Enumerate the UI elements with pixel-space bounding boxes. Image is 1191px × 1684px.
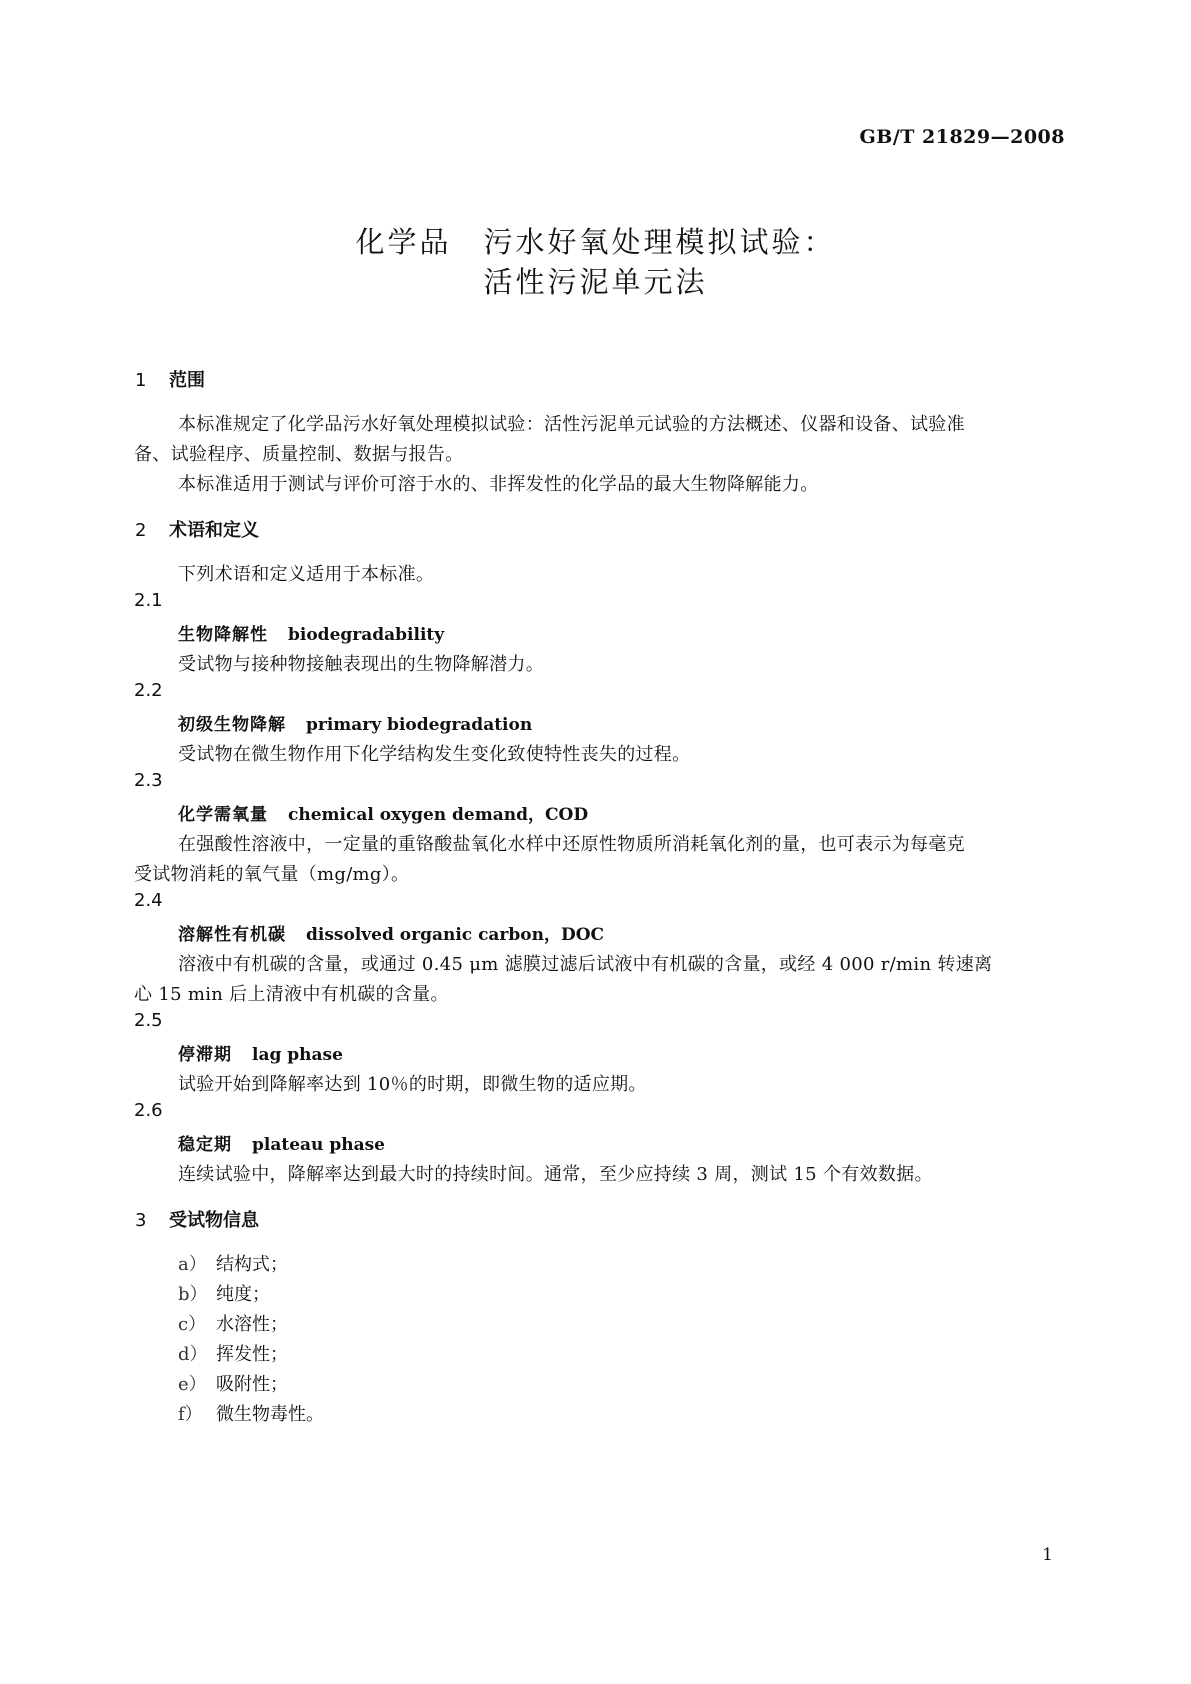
section-title: 范围	[169, 370, 205, 391]
term-en: dissolved organic carbon，DOC	[306, 925, 605, 945]
term-definition: 受试物与接种物接触表现出的生物降解潜力。	[178, 654, 544, 675]
list-marker: b）	[178, 1284, 208, 1305]
section-title: 受试物信息	[169, 1210, 259, 1231]
list-item	[178, 1250, 288, 1276]
list-text: 微生物毒性。	[216, 1404, 324, 1425]
section-number: 2	[135, 520, 147, 541]
term-heading	[178, 800, 588, 825]
section-1-heading	[135, 366, 205, 392]
term-zh: 溶解性有机碳	[178, 925, 286, 945]
term-en: primary biodegradation	[306, 715, 533, 735]
list-marker: d）	[178, 1344, 208, 1365]
list-item	[178, 1370, 288, 1396]
term-heading	[178, 710, 532, 735]
list-item	[178, 1400, 324, 1426]
term-en: biodegradability	[288, 625, 445, 645]
list-text: 结构式；	[216, 1254, 288, 1275]
term-zh: 化学需氧量	[178, 805, 268, 825]
term-definition: 受试物在微生物作用下化学结构发生变化致使特性丧失的过程。	[178, 744, 691, 765]
section-3-heading	[135, 1206, 259, 1232]
section-title: 术语和定义	[169, 520, 259, 541]
subsection-number: 2.5	[134, 1010, 163, 1031]
list-text: 纯度；	[216, 1284, 270, 1305]
subsection-number: 2.2	[134, 680, 163, 701]
list-text: 吸附性；	[216, 1374, 288, 1395]
term-definition-cont: 受试物消耗的氧气量（mg/mg）。	[134, 864, 410, 885]
list-item	[178, 1280, 270, 1306]
document-title-line2: 活性污泥单元法	[483, 265, 708, 299]
section-number: 3	[135, 1210, 147, 1231]
term-en: lag phase	[252, 1045, 343, 1065]
subsection-number: 2.3	[134, 770, 163, 791]
term-heading	[178, 1040, 343, 1065]
term-heading	[178, 920, 604, 945]
term-en: chemical oxygen demand，COD	[288, 805, 589, 825]
list-marker: e）	[178, 1374, 207, 1395]
list-text: 水溶性；	[216, 1314, 288, 1335]
subsection-number: 2.6	[134, 1100, 163, 1121]
paragraph: 本标准适用于测试与评价可溶于水的、非挥发性的化学品的最大生物降解能力。	[178, 474, 819, 495]
list-text: 挥发性；	[216, 1344, 288, 1365]
term-definition: 连续试验中，降解率达到最大时的持续时间。通常，至少应持续 3 周，测试 15 个有效数据。	[178, 1164, 933, 1185]
subsection-number: 2.4	[134, 890, 163, 911]
term-zh: 稳定期	[178, 1135, 232, 1155]
page-number: 1	[1042, 1545, 1053, 1565]
list-marker: a）	[178, 1254, 207, 1275]
term-heading	[178, 620, 444, 645]
standard-code: GB/T 21829—2008	[859, 126, 1065, 148]
term-definition: 在强酸性溶液中，一定量的重铬酸盐氧化水样中还原性物质所消耗氧化剂的量，也可表示为每毫克	[178, 834, 965, 855]
paragraph: 本标准规定了化学品污水好氧处理模拟试验：活性污泥单元试验的方法概述、仪器和设备、试验准	[178, 414, 965, 435]
term-zh: 停滞期	[178, 1045, 232, 1065]
term-definition-cont: 心 15 min 后上清液中有机碳的含量。	[134, 984, 449, 1005]
term-heading	[178, 1130, 385, 1155]
section-2-heading	[135, 516, 259, 542]
list-marker: f）	[178, 1404, 203, 1425]
term-zh: 初级生物降解	[178, 715, 286, 735]
list-marker: c）	[178, 1314, 207, 1335]
term-en: plateau phase	[252, 1135, 385, 1155]
term-zh: 生物降解性	[178, 625, 268, 645]
list-item	[178, 1310, 288, 1336]
list-item	[178, 1340, 288, 1366]
subsection-number: 2.1	[134, 590, 163, 611]
term-definition: 试验开始到降解率达到 10％的时期，即微生物的适应期。	[178, 1074, 647, 1095]
document-title-line1: 化学品 污水好氧处理模拟试验：	[355, 225, 836, 259]
term-definition: 溶液中有机碳的含量，或通过 0.45 μm 滤膜过滤后试液中有机碳的含量，或经 4 000 r/min 转速离	[178, 954, 993, 975]
section-number: 1	[135, 370, 147, 391]
paragraph: 备、试验程序、质量控制、数据与报告。	[134, 444, 464, 465]
paragraph: 下列术语和定义适用于本标准。	[178, 564, 435, 585]
